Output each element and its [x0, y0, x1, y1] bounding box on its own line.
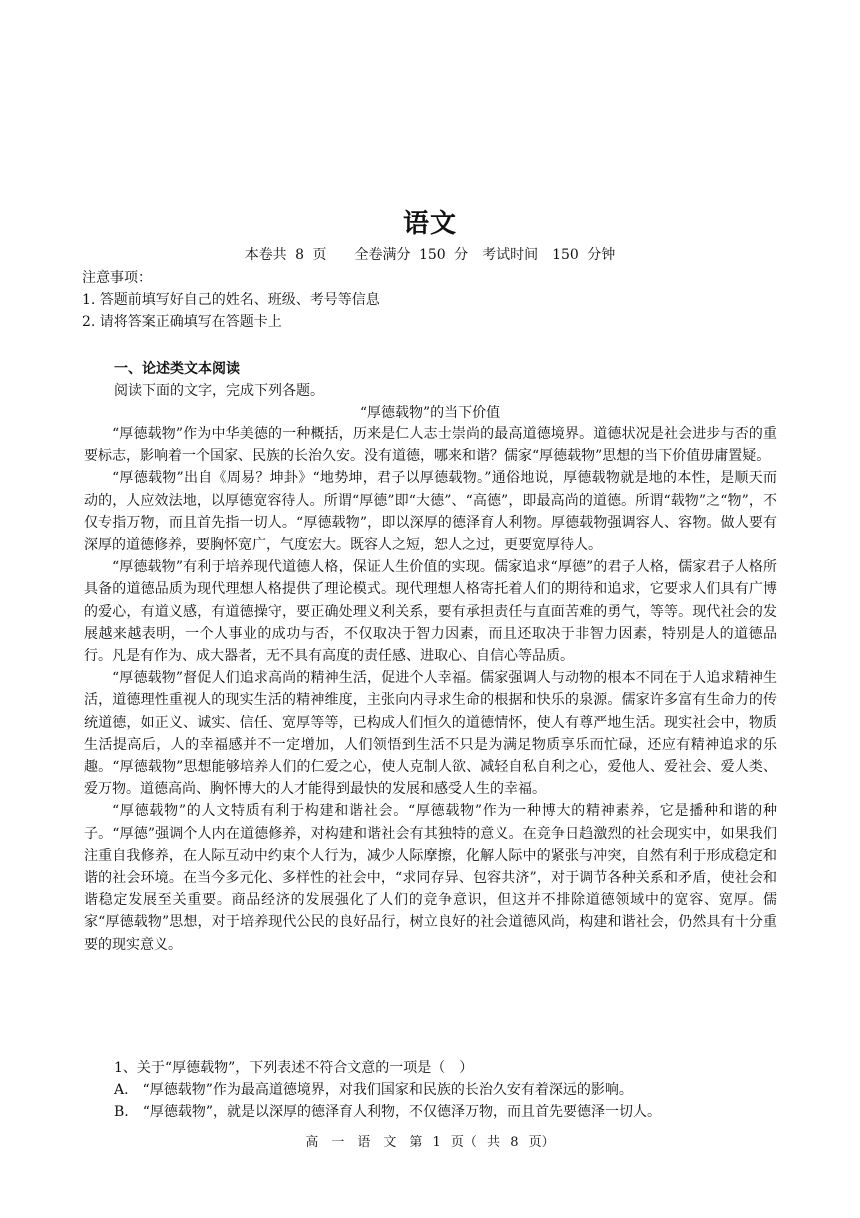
- article-paragraph: “厚德载物”的人文特质有利于构建和谐社会。“厚德载物”作为一种博大的精神素养，它是播种和谐的种子。“厚德”强调个人内在道德修养，对构建和谐社会有其独特的意义。在竞争日趋激烈的社会现实中，如果我们注重自我修养，在人际互动中约束个人行为，减少人际摩擦，化解人际中的紧张与冲突，自然有利于形成稳定和谐的社会环境。在当今多元化、多样性的社会中，“求同存异、包容共济”，对于调节各种关系和矛盾，使社会和谐稳定发展至关重要。商品经济的发展强化了人们的竞争意识，但这并不排除道德领域中的宽容、宽厚。儒家“厚德载物”思想，对于培养现代公民的良好品行，树立良好的社会道德风尚，构建和谐社会，仍然具有十分重要的现实意义。: [84, 803, 777, 953]
- notes-item: 2. 请将答案正确填写在答题卡上: [82, 314, 282, 330]
- article-paragraph: “厚德载物”作为中华美德的一种概括，历来是仁人志士崇尚的最高道德境界。道德状况是社会进步与否的重要标志，影响着一个国家、民族的长治久安。没有道德，哪来和谐？儒家“厚德载物”思想的当下价值毋庸置疑。: [84, 426, 777, 465]
- page-title: 语文: [402, 209, 457, 239]
- notes-heading: 注意事项：: [82, 270, 152, 286]
- section-heading: 一、论述类文本阅读: [114, 361, 240, 377]
- article-paragraph: “厚德载物”出自《周易？坤卦》“地势坤，君子以厚德载物。”通俗地说，厚德载物就是地的本性，是顺天而动的，人应效法地，以厚德宽容待人。所谓“厚德”即“大德”、“高德”，即最高尚的道德。所谓“载物”之“物”，不仅专指万物，而且首先指一切人。“厚德载物”，即以深厚的德泽育人利物。厚德载物强调容人、容物。做人要有深厚的道德修养，要胸怀宽广，气度宏大。既容人之短，恕人之过，更要宽厚待人。: [84, 470, 777, 554]
- section-instruction: 阅读下面的文字，完成下列各题。: [114, 383, 324, 399]
- exam-meta: 本卷共 8 页 全卷满分 150 分 考试时间 150 分钟: [244, 247, 616, 263]
- article-paragraph: “厚德载物”有利于培养现代道德人格，保证人生价值的实现。儒家追求“厚德”的君子人格，儒家君子人格所具备的道德品质为现代理想人格提供了理论模式。现代理想人格寄托着人们的期待和追求，它要求人们具有广博的爱心，有道义感，有道德操守，要正确处理义利关系，要有承担责任与直面苦难的勇气，等等。现代社会的发展越来越表明，一个人事业的成功与否，不仅取决于智力因素，而且还取决于非智力因素，特别是人的道德品行。凡是有作为、成大器者，无不具有高度的责任感、进取心、自信心等品质。: [84, 559, 777, 665]
- notes-item: 1. 答题前填写好自己的姓名、班级、考号等信息: [82, 292, 380, 308]
- question-option: A. “厚德载物”作为最高道德境界，对我们国家和民族的长治久安有着深远的影响。: [114, 1082, 633, 1098]
- article-paragraph: “厚德载物”督促人们追求高尚的精神生活，促进个人幸福。儒家强调人与动物的根本不同在于人追求精神生活，道德理性重视人的现实生活的精神维度，主张向内寻求生命的根据和快乐的泉源。儒家许多富有生命力的传统道德，如正义、诚实、信任、宽厚等等，已构成人们恒久的道德情怀，使人有尊严地生活。现实社会中，物质生活提高后，人的幸福感并不一定增加，人们领悟到生活不只是为满足物质享乐而忙碌，还应有精神追求的乐趣。“厚德载物”思想能够培养人们的仁爱之心，使人克制人欲、减轻自私自利之心，爱他人、爱社会、爱人类、爱万物。道德高尚、胸怀博大的人才能得到最快的发展和感受人生的幸福。: [84, 670, 777, 798]
- question-block: [114, 1057, 784, 1123]
- notes-block: [82, 267, 782, 333]
- question-option: B. “厚德载物”，就是以深厚的德泽育人利物，不仅德泽万物，而且首先要德泽一切人。: [114, 1104, 662, 1120]
- question-stem: 1、关于“厚德载物”，下列表述不符合文意的一项是（ ）: [114, 1060, 474, 1076]
- page-footer: 高 一 语 文 第 1 页（ 共 8 页）: [305, 1135, 555, 1150]
- article-body: [84, 423, 777, 956]
- article-title: “厚德载物”的当下价值: [359, 405, 501, 421]
